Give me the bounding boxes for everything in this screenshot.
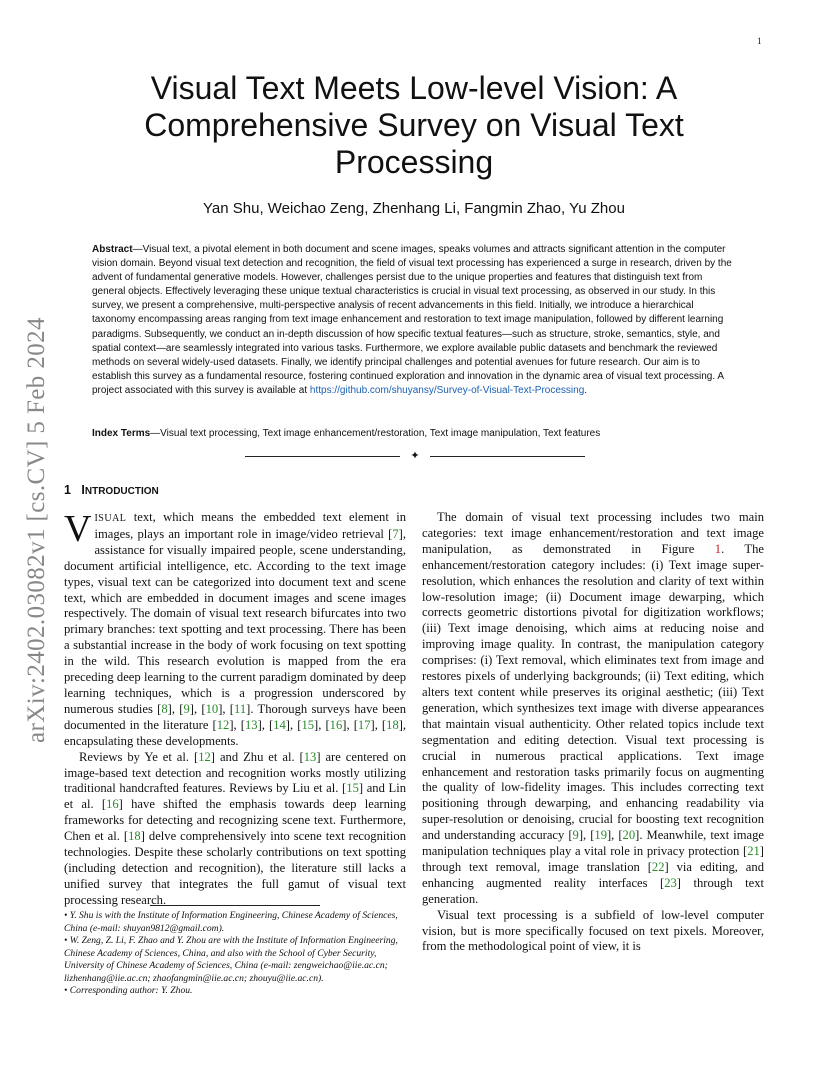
abstract-text: —Visual text, a pivotal element in both document and scene images, speaks volumes and attracts significant attention in the computer vision domain. Beyond visual text detection and recognition, the field of visual text processing has experienced a surge in research, driven by the advent of fundamental generative models. However, challenges persist due to the unique properties and features that distinguish text from general objects. Effectively leveraging these unique textual characteristics is crucial in visual text processing, as observed in our study. In this survey, we present a comprehensive, multi-perspective analysis of recent advancements in this field. Initially, we introduce a hierarchical taxonomy encompassing areas ranging from text image enhancement and restoration to text image manipulation, followed by different learning paradigms. Subsequently, we conduct an in-depth discussion of how specific textual features—such as structure, stroke, semantics, style, and spatial context—are seamlessly integrated into various tasks. Furthermore, we explore available public datasets and benchmark the reviewed methods on several widely-used datasets. Finally, we identify principal challenges and potential avenues for future research. Our aim is to establish this survey as a fundamental resource, fostering continued exploration and innovation in the dynamic area of visual text processing. A project associated with this survey is available at xyxy=(92,244,732,396)
citation-link[interactable]: 12 xyxy=(198,749,211,764)
text-run: text, which means the embedded text element in images, plays an important role in image/video retrieval [ xyxy=(94,510,406,541)
footnotes xyxy=(64,910,406,998)
footnote-item: • W. Zeng, Z. Li, F. Zhao and Y. Zhou are with the Institute of Information Engineering, Chinese Academy of Sciences, China, and also with the School of Cyber Security, University of Chinese Academy of Sciences, China (e-mail: zengweichao@iie.ac.cn; lizhenhang@iie.ac.cn; zhaofangmin@iie.ac.cn; zhouyu@iie.ac.cn). xyxy=(64,935,398,984)
abstract-end: . xyxy=(584,384,588,396)
text-run: ]. Meanwhile, text image manipulation techniques play a vital role in privacy protection [ xyxy=(422,828,764,859)
citation-link[interactable]: 20 xyxy=(622,828,636,843)
arxiv-identifier-stamp[interactable] xyxy=(8,300,66,760)
text-run: ], [ xyxy=(578,828,595,843)
abstract-label: Abstract xyxy=(92,244,133,255)
author-list: Yan Shu, Weichao Zeng, Zhenhang Li, Fangmin Zhao, Yu Zhou xyxy=(203,200,625,217)
section-title-initial: I xyxy=(81,483,85,497)
divider-line-left xyxy=(245,456,400,457)
citation-link[interactable]: 17 xyxy=(357,717,371,732)
arxiv-identifier-text: arXiv:2402.03082v1 [cs.CV] 5 Feb 2024 xyxy=(23,317,50,743)
citation-link[interactable]: 15 xyxy=(346,781,359,796)
footnote-rule xyxy=(150,905,320,906)
text-run: ], [ xyxy=(370,717,387,732)
text-run: ], [ xyxy=(285,717,302,732)
text-run: ], [ xyxy=(189,701,206,716)
section-number: 1 xyxy=(64,483,71,497)
text-run: ] through text removal, image translation [ xyxy=(422,844,764,874)
text-run: ] have shifted the emphasis towards deep learning frameworks for detecting and recognizing scene text. Furthermore, Chen et al. [ xyxy=(64,797,406,844)
intro-paragraph-2 xyxy=(64,750,406,909)
intro-smallcaps: ISUAL xyxy=(94,513,127,524)
page-number: 1 xyxy=(757,36,762,46)
text-run: ], [ xyxy=(218,701,234,716)
text-run: ] delve comprehensively into scene text recognition technologies. Despite these scholarly contributions on text spotting (including detection and recognition), the literature still lacks a unified survey that integrates the full gamut of visual text processing research. xyxy=(64,829,406,907)
text-run: ] and Zhu et al. [ xyxy=(210,749,304,764)
project-link[interactable]: https://github.com/shuyansy/Survey-of-Visual-Text-Processing xyxy=(309,384,585,396)
index-terms xyxy=(92,427,732,441)
citation-link[interactable]: 19 xyxy=(594,828,607,843)
divider-line-right xyxy=(430,456,585,457)
figure-reference-link[interactable]: 1 xyxy=(714,541,722,556)
citation-link[interactable]: 16 xyxy=(106,797,119,812)
text-run: ], [ xyxy=(167,701,184,716)
citation-link[interactable]: 15 xyxy=(301,717,315,732)
citation-link[interactable]: 23 xyxy=(664,875,677,890)
abstract xyxy=(92,243,732,398)
text-run: The domain of visual text processing includes two main categories: text image enhancement/restoration and text image manipulation, as demonstrated in Figure xyxy=(422,510,764,556)
text-run: ], [ xyxy=(257,717,274,732)
left-column xyxy=(64,510,406,909)
citation-link[interactable]: 8 xyxy=(161,701,168,716)
intro-paragraph-4: Visual text processing is a subfield of low-level computer vision, but is more specifically focused on text pixels. Moreover, from the methodological point of view, it is xyxy=(422,907,764,954)
citation-link[interactable]: 12 xyxy=(216,717,230,732)
drop-cap: V xyxy=(64,508,92,550)
text-run: ] through text generation. xyxy=(422,875,764,906)
citation-link[interactable]: 13 xyxy=(303,749,317,764)
text-run: ], assistance for visually impaired people, scene understanding, document artificial intelligence, etc. According to the text image types, visual text can be categorized into document text and scene text, which are embedded in document images and scene images respectively. The domain of visual text research bifurcates into two primary branches: text spotting and text processing. There has been a substantial increase in the body of work focusing on text spotting in the wild. This research evolution is mapped from the era preceding deep learning to the current paradigm dominated by deep learning techniques, which is a progression underscored by numerous studies [ xyxy=(64,526,406,716)
footnote-item: • Y. Shu is with the Institute of Information Engineering, Chinese Academy of Sciences, China (e-mail: shuyan9812@gmail.com). xyxy=(64,910,398,934)
citation-link[interactable]: 9 xyxy=(183,701,190,716)
section-title-rest: NTRODUCTION xyxy=(84,486,159,497)
citation-link[interactable]: 16 xyxy=(329,717,343,732)
divider-diamond-icon: ✦ xyxy=(410,450,420,462)
text-run: ], encapsulating these developments. xyxy=(64,717,407,748)
intro-paragraph-3 xyxy=(422,510,764,908)
text-run: . The enhancement/restoration category includes: (i) Text image super-resolution, which enhances the resolution and clarity of text within low-resolution image; (ii) Document image dewarping, which corrects geometric distortions pivotal for digitization workflows; (iii) Text image denoising, which aims at reducing noise and improving image quality. In contrast, the manipulation category comprises: (i) Text removal, which eliminates text from image and restores pixels of underlying backgrounds; (ii) Text editing, which alters text content while preserves its original aesthetic; (iii) Text generation, which synthesizes text image with diverse appearances that maintain visual authenticity. Other related topics include text segmentation and editing detection. Visual text processing is crucial in numerous practical applications. Text image enhancement and restoration tasks primarily focus on augmenting the quality of low-fidelity images. This includes correcting text positioning through dewarping, and enhancing readability via super-resolution or denoising, crucial for boosting text recognition and understanding accuracy [ xyxy=(422,541,764,843)
citation-link[interactable]: 9 xyxy=(572,828,579,843)
text-run: ] and Lin et al. [ xyxy=(64,781,406,812)
index-terms-text: —Visual text processing, Text image enhancement/restoration, Text image manipulation, Text features xyxy=(150,428,601,439)
citation-link[interactable]: 18 xyxy=(128,829,141,844)
citation-link[interactable]: 14 xyxy=(273,717,286,732)
citation-link[interactable]: 18 xyxy=(386,717,399,732)
text-run: ] via editing, and enhancing augmented reality interfaces [ xyxy=(422,859,764,890)
footnote-item: • Corresponding author: Y. Zhou. xyxy=(64,985,193,996)
index-terms-label: Index Terms xyxy=(92,428,151,439)
citation-link[interactable]: 7 xyxy=(392,526,399,541)
text-run: ], [ xyxy=(314,717,330,732)
citation-link[interactable]: 13 xyxy=(244,717,258,732)
citation-link[interactable]: 10 xyxy=(205,701,219,716)
text-run: ], [ xyxy=(606,828,623,843)
text-run: ]. Thorough surveys have been documented in the literature [ xyxy=(64,701,407,732)
text-run: ], [ xyxy=(342,717,358,732)
citation-link[interactable]: 21 xyxy=(747,844,760,859)
intro-paragraph-1 xyxy=(64,510,406,750)
text-run: ], [ xyxy=(229,717,245,732)
text-run: Reviews by Ye et al. [ xyxy=(79,749,199,764)
section-divider xyxy=(245,449,585,463)
section-heading-introduction xyxy=(64,483,159,497)
text-run: ] are centered on image-based text detection and recognition works mostly utilizing traditional handcrafted features. Reviews by Liu et al. [ xyxy=(64,749,406,796)
citation-link[interactable]: 22 xyxy=(651,859,665,874)
paper-title: Visual Text Meets Low-level Vision: A Comprehensive Survey on Visual Text Processing xyxy=(144,70,684,180)
right-column xyxy=(422,510,764,955)
citation-link[interactable]: 11 xyxy=(234,701,247,716)
